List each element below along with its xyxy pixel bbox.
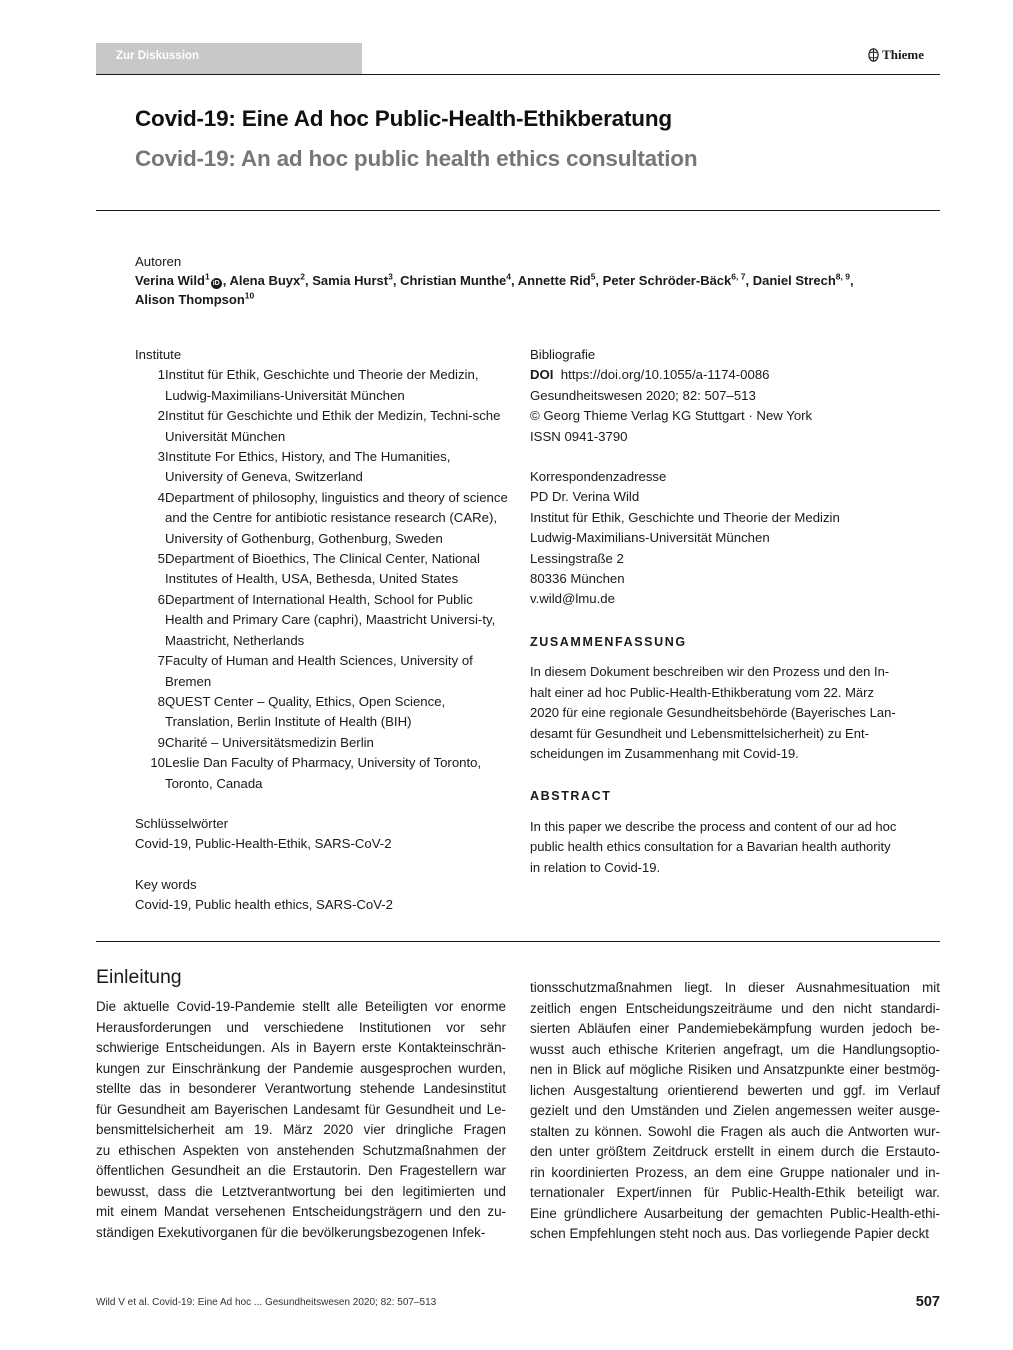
institute-number: 4 <box>157 489 165 505</box>
summary-line: desamt für Gesundheit und Lebensmittelsicherheit) zu Ent- <box>530 725 869 741</box>
abstract-line: in relation to Covid-19. <box>530 859 661 875</box>
institute-number: 3 <box>157 449 165 465</box>
author <box>229 273 305 288</box>
body-text-line: ständigen Exekutivorganen für die bevölkerungsbezogenen Infek- <box>96 1224 486 1240</box>
title-english: Covid-19: An ad hoc public health ethics consultation <box>135 146 698 171</box>
body-text-line: stalten zu können. Sowohl die Fragen als auch die Antworten wur- <box>530 1123 940 1139</box>
institute-number: 1 <box>157 367 165 383</box>
keywords-en-heading: Key words <box>135 876 197 892</box>
institute-item <box>135 590 510 651</box>
publisher-name: Thieme <box>882 47 924 62</box>
body-text-line: bensmittelsicherheit am 19. März 2020 vier dringliche Fragen <box>96 1122 506 1137</box>
body-text-line: Herausforderungen und verschiedene Institutionen vor sehr <box>96 1019 506 1035</box>
body-text-line: schen Empfehlungen steht noch aus. Das vorliegende Papier deckt <box>530 1226 929 1241</box>
body-text-line: rin koordinierten Prozess, an dem eine Gruppe nationaler und in- <box>530 1164 940 1180</box>
page-number: 507 <box>915 1294 940 1310</box>
body-text-line: ternationaler Expert/innen für Public-Health-Ethik beteiligt war. <box>530 1185 940 1200</box>
title-rule <box>96 210 940 211</box>
title-german: Covid-19: Eine Ad hoc Public-Health-Ethikberatung <box>135 106 672 131</box>
header-rule <box>96 74 940 75</box>
body-text-line: schwierige Entscheidungen. Als in Bayern erste Kontakteinschrän- <box>96 1040 506 1055</box>
author-affiliation: 5 <box>590 271 596 282</box>
doi-link[interactable]: https://doi.org/10.1055/a-1174-0086 <box>560 367 770 383</box>
abstract-heading: ABSTRACT <box>530 789 612 804</box>
correspondence-email[interactable]: v.wild@lmu.de <box>530 591 615 607</box>
author-affiliation: 4 <box>506 271 511 282</box>
institute-number: 5 <box>157 551 165 567</box>
author <box>312 273 393 288</box>
zusammenfassung-text <box>530 662 910 764</box>
institute-item <box>135 406 510 447</box>
body-text-line: bewusst, dass die Letztverantwortung bei den legitimierten und <box>96 1183 506 1199</box>
institute-number: 9 <box>157 734 165 750</box>
correspondence-line: Institut für Ethik, Geschichte und Theorie der Medizin <box>530 509 840 525</box>
author-name: Daniel Strech <box>752 273 836 288</box>
author <box>135 273 223 288</box>
institute-item <box>135 733 510 753</box>
author-name: Samia Hurst <box>312 273 389 288</box>
left-meta-column <box>135 345 510 916</box>
introduction-heading: Einleitung <box>96 966 182 988</box>
institute-item <box>135 753 510 794</box>
institute-list <box>135 365 510 794</box>
author-name: Alison Thompson <box>135 292 245 307</box>
institutes-heading: Institute <box>135 347 182 362</box>
institute-text: Department of philosophy, linguistics and theory of science and the Centre for antibiotic resistance research (CARe), University of Gothenburg, Gothenburg, Sweden <box>165 489 508 546</box>
introduction-left-column <box>96 997 506 1243</box>
introduction-right-column <box>530 978 940 1245</box>
institute-item <box>135 365 510 406</box>
body-text-line: den unter größtem Zeitdruck erstellt in einem durch die Erstauto- <box>530 1144 940 1159</box>
institute-text: Charité – Universitätsmedizin Berlin <box>165 734 374 750</box>
institute-text: Department of Bioethics, The Clinical Center, National Institutes of Health, USA, Bethesda, United States <box>165 551 480 587</box>
copyright: © Georg Thieme Verlag KG Stuttgart · New York <box>530 408 813 424</box>
body-rule <box>96 941 940 942</box>
orcid-icon[interactable]: iD <box>212 280 220 287</box>
bibliography-heading: Bibliografie <box>530 347 596 362</box>
body-text-line: Die aktuelle Covid-19-Pandemie stellt alle Beteiligten vor enorme <box>96 999 506 1014</box>
author-name: Verina Wild <box>135 273 205 288</box>
abstract-text <box>530 817 910 878</box>
author-name: Alena Buyx <box>229 273 301 288</box>
summary-line: halt einer ad hoc Public-Health-Ethikberatung vom 22. März <box>530 684 874 700</box>
publisher-logo <box>868 47 924 63</box>
right-meta-column <box>530 345 910 878</box>
institute-text: Department of International Health, School for Public Health and Primary Care (caphri), Maastricht Universi-ty, Maastricht, Netherlands <box>165 591 496 648</box>
author-list: Verina Wild$^1$iD , Alena Buyx$^2$, Samia Hurst$^3$, Christian Munthe$^4$, Annette Rid$^5$, Peter Schröder-Bäck$^{6, 7}$, Daniel Strech$^{8, 9}$, Alison Thompson$^{10}$ <box>135 271 854 307</box>
keywords-en-text: Covid-19, Public health ethics, SARS-CoV-2 <box>135 897 394 913</box>
body-text-line: lichen Ausgestaltung orientierend bewerten und ggf. im Verlauf <box>530 1082 940 1098</box>
institute-text: Leslie Dan Faculty of Pharmacy, University of Toronto, Toronto, Canada <box>165 755 482 791</box>
author-affiliation: 1 <box>204 271 210 282</box>
body-text-line: kungen zur Einschränkung der Pandemie ausgesprochen wurden, <box>96 1060 506 1076</box>
institute-item <box>135 488 510 549</box>
body-text-line: gezielt und den Umständen und Zielen angemessen weiter ausge- <box>530 1103 940 1118</box>
author-name: Christian Munthe <box>400 273 507 288</box>
body-text-line: stellte das in besonderer Verantwortung stehende Landesinstitut <box>96 1081 506 1096</box>
institute-text: Institute For Ethics, History, and The Humanities, University of Geneva, Switzerland <box>165 449 451 485</box>
keywords-de-text: Covid-19, Public-Health-Ethik, SARS-CoV-2 <box>135 836 392 852</box>
thieme-logo-icon <box>868 48 879 62</box>
abstract-line: In this paper we describe the process and content of our ad hoc <box>530 818 897 834</box>
author-affiliation: 10 <box>244 290 255 301</box>
body-text-line: zu ethischen Aspekten von anstehenden Schutzmaßnahmen der <box>96 1142 506 1158</box>
body-text-line: sierten Abläufen einer Pandemiebekämpfung wurden jedoch be- <box>530 1021 940 1036</box>
correspondence-line: Lessingstraße 2 <box>530 550 624 566</box>
body-text-line: tionsschutzmaßnahmen liegt. In dieser Ausnahmesituation mit <box>530 980 940 995</box>
abstract-line: public health ethics consultation for a Bavarian health authority <box>530 839 891 855</box>
doi-line <box>530 365 910 385</box>
author <box>400 273 511 288</box>
author-name: Peter Schröder-Bäck <box>602 273 732 288</box>
author <box>753 273 850 288</box>
correspondence-address <box>530 487 910 609</box>
institute-text: Institut für Geschichte und Ethik der Medizin, Techni-sche Universität München <box>165 408 501 444</box>
body-text-line: wusst auch ethische Kriterien angefragt, um die Handlungsoptio- <box>530 1041 940 1057</box>
body-text-line: öffentlichen Gesundheit an die Erstautorin. Den Fragestellern war <box>96 1163 506 1178</box>
body-text-line: Eine gründlichere Ausarbeitung der gemachten Public-Health-ethi- <box>530 1205 940 1221</box>
body-text-line: mit einem Mandat versehenen Entscheidungsträgern und den zu- <box>96 1204 506 1219</box>
institute-text: QUEST Center – Quality, Ethics, Open Science, Translation, Berlin Institute of Health (BIH) <box>165 693 446 730</box>
institute-item <box>135 651 510 692</box>
author-affiliation: 6, 7 <box>731 271 746 282</box>
footer-citation: Wild V et al. Covid-19: Eine Ad hoc ... Gesundheitswesen 2020; 82: 507–513 <box>96 1297 437 1308</box>
institute-item <box>135 692 510 733</box>
doi-label: DOI <box>530 367 554 383</box>
author <box>135 292 254 307</box>
correspondence-line: Ludwig-Maximilians-Universität München <box>530 530 770 546</box>
institute-number: 6 <box>157 591 165 607</box>
body-text-line: zeitlich engen Entscheidungszeiträume und den nicht standardi- <box>530 1000 940 1016</box>
summary-line: 2020 für eine regionale Gesundheitsbehörde (Bayerisches Lan- <box>530 705 896 721</box>
summary-line: scheidungen im Zusammenhang mit Covid-19. <box>530 745 799 761</box>
author-affiliation: 3 <box>388 271 393 282</box>
author <box>603 273 746 288</box>
body-text-line: nen in Blick auf mögliche Risiken und Ansatzpunkte einer bestmög- <box>530 1062 940 1077</box>
summary-line: In diesem Dokument beschreiben wir den Prozess und den In- <box>530 664 890 680</box>
institute-number: 2 <box>157 408 165 424</box>
section-label: Zur Diskussion <box>96 43 362 74</box>
zusammenfassung-heading: ZUSAMMENFASSUNG <box>530 634 687 649</box>
institute-number: 8 <box>157 693 165 709</box>
author-affiliation: 2 <box>300 271 305 282</box>
institute-number: 10 <box>150 755 165 771</box>
institute-text: Institut für Ethik, Geschichte und Theorie der Medizin, Ludwig-Maximilians-Universität München <box>165 367 479 403</box>
institute-text: Faculty of Human and Health Sciences, University of Bremen <box>165 653 473 689</box>
institute-number: 7 <box>157 653 165 669</box>
author-affiliation: 8, 9 <box>835 271 850 282</box>
body-text-line: für Gesundheit am Bayerischen Landesamt für Gesundheit und Le- <box>96 1101 506 1117</box>
journal-citation: Gesundheitswesen 2020; 82: 507–513 <box>530 387 756 403</box>
correspondence-line: PD Dr. Verina Wild <box>530 489 640 505</box>
authors-heading: Autoren <box>135 254 182 269</box>
author-name: Annette Rid <box>517 273 591 288</box>
author <box>518 273 596 288</box>
institute-item <box>135 549 510 590</box>
issn: ISSN 0941-3790 <box>530 428 628 444</box>
correspondence-heading: Korrespondenzadresse <box>530 469 667 485</box>
institute-item <box>135 447 510 488</box>
correspondence-line: 80336 München <box>530 571 625 587</box>
keywords-de-heading: Schlüsselwörter <box>135 815 229 831</box>
